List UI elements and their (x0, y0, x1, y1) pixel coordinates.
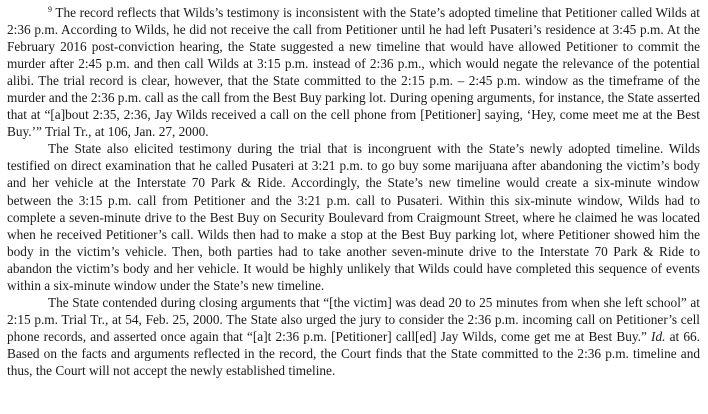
footnote-paragraph-1-text: The record reflects that Wilds’s testimony is inconsistent with the State’s adopted timeline that Petitioner called Wilds at 2:36 p.m. According to Wilds, he did not receive the call from Petitioner until he had left Pusateri’s residence at 3:45 p.m. At the February 2016 post-conviction hearing, the State suggested a new timeline that would have allowed Petitioner to commit the murder after 2:45 p.m. and then call Wilds at 3:15 p.m. instead of 2:36 p.m., which would negate the relevance of the potential alibi. The trial record is clear, however, that the State committed to the 2:15 p.m. – 2:45 p.m. window as the timeframe of the murder and the 2:36 p.m. call as the call from the Best Buy parking lot. During opening arguments, for instance, the State asserted that at “[a]bout 2:35, 2:36, Jay Wilds received a call on the cell phone from [Petitioner] saying, ‘Hey, come meet me at the Best Buy.’” Trial Tr., at 106, Jan. 27, 2000. (7, 5, 700, 140)
footnote-paragraph-3 (7, 294, 700, 379)
footnote-paragraph-3-text-a: The State contended during closing arguments that “[the victim] was dead 20 to 25 minutes from when she left school” at 2:15 p.m. Trial Tr., at 54, Feb. 25, 2000. The State also urged the jury to consider the 2:36 p.m. incoming call on Petitioner’s cell phone records, and asserted once again that “[a]t 2:36 p.m. [Petitioner] call[ed] Jay Wilds, come get me at Best Buy.” (7, 294, 700, 344)
footnote-paragraph-1 (7, 4, 700, 140)
footnote-paragraph-2 (7, 140, 700, 293)
citation-id: Id. (651, 328, 666, 344)
footnote-number: 9 (48, 5, 52, 14)
footnote-paragraph-3-text-b: at 66. Based on the facts and arguments reflected in the record, the Court finds that the State committed to the 2:36 p.m. timeline and thus, the Court will not accept the newly established timeline. (7, 328, 700, 378)
footnote-paragraph-2-text: The State also elicited testimony during the trial that is incongruent with the State’s newly adopted timeline. Wilds testified on direct examination that he called Pusateri at 3:21 p.m. to go buy some marijuana after abandoning the victim’s body and her vehicle at the Interstate 70 Park & Ride. Accordingly, the State’s new timeline would create a six-minute window between the 3:15 p.m. call from Petitioner and the 3:21 p.m. call to Pusateri. Within this six-minute window, Wilds had to complete a seven-minute drive to the Best Buy on Security Boulevard from Craigmount Street, where he claimed he was located when he received Petitioner’s call. Wilds then had to make a stop at the Best Buy parking lot, where Petitioner showed him the body in the victim’s vehicle. Then, both parties had to take another seven-minute drive to the Interstate 70 Park & Ride to abandon the victim’s body and her vehicle. It would be highly unlikely that Wilds could have completed this sequence of events within a six-minute window under the State’s new timeline. (7, 141, 700, 293)
